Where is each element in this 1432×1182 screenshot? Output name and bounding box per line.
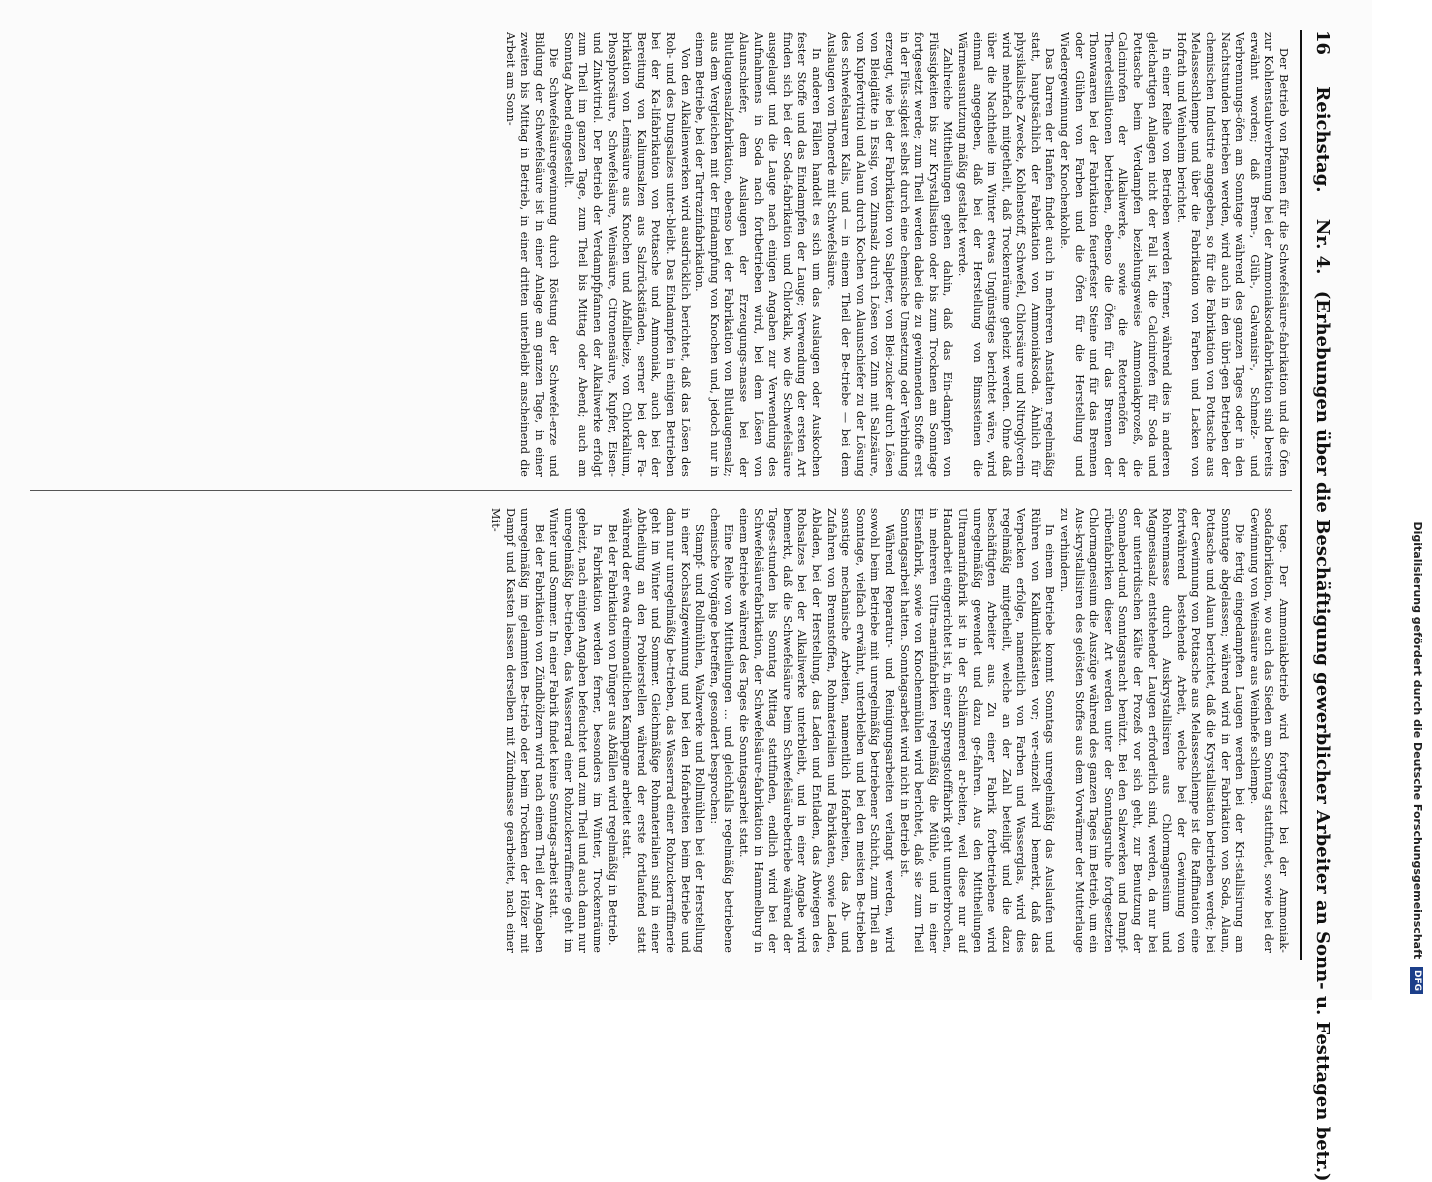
page-header — [1300, 30, 1342, 1182]
paragraph: In Fabrikation werden ferner, besonders im Winter, Trockenräume geheizt, nach einigen Angaben befeuchtet und zum Theil und auch dann nur unregelmäßig be-trieben, das Wasserrad einer Rohzuckerraffinerie geht im Winter und Sommer. In einer Fabrik findet keine Sonntags-arbeit statt. — [547, 508, 605, 953]
paragraph: Die Schwefelsäuregewinnung durch Röstung der Schwefel-erze und Bildung der Schwefelsäure ist in einer Anlage am ganzen Tage, in einer zweiten bis Mittag in Betrieb, in einer dritten unterbleibt anscheinend die Arbeit am Sonn- — [503, 32, 561, 477]
paragraph: Das Darren der Hanfen findet auch in mehreren Anstalten regelmäßig statt, hauptsächlich der Fabrikation von Ammoniaksoda. Ähnlich für physikalische Zwecke, Kohlenstoff, Schwefel, Chlorsäure und Nitroglycerin wird mehrfach mitgetheilt, daß Trockenräume geheizt werden. Ohne daß über die Nachtheile im Winter etwas Ungünstiges berichtet wäre, wird einmal angegeben, daß bei der Herstellung von Bimssteinen die Wärmeausnutzung mäßig gestaltet werde. — [955, 32, 1057, 477]
paragraph: Bei der Fabrikation von Dünger aus Abfällen wird regelmäßig in Betrieb. — [605, 524, 619, 946]
paragraph: In anderen Fällen handelt es sich um das Auslaugen oder Auskochen fester Stoffe und das Eindampfen der Lauge; Verwendung der ersten Art finden sich bei der Soda-fabrikation und Chlorkalk, wo die Schwefelsäure ausgelaugt und die Lauge nach einigen Angaben zur Verwendung des Aufnahmens in Soda nach fortbetrieben wird, bei dem Lösen von Alaunschiefer, dem Auslaugen der Erzeugungs-masse bei der Blutlaugensalzfabrikation, ebenso bei der Fabrikation von Blutlaugensalz; aus dem Vergleichen mit der Eindampfung von Knochen und, jedoch nur in einem Betriebe, bei der Tartrazinfabrikation. — [693, 32, 823, 477]
paragraph: In einer Reihe von Betrieben werden ferner, während dies in anderen gleichartigen Anlagen nicht der Fall ist, die Calcinirofen für Soda und Pottasche beim Verdampfen beziehungsweise Ammoniakprozeß, die Calcinirofen der Alkaliwerke, sowie die Retortenöfen der Theerdestillationen betrieben, ebenso die Öfen für das Brennen der Thonwaaren bei der Fabrikation feuerfester Steine und für das Brennen oder Glühen von Farben und die Öfen für die Herstellung und Wiedergewinnung der Knochenkohle. — [1058, 32, 1174, 477]
text-column-right — [40, 508, 1290, 953]
paragraph: Bei der Fabrikation von Zündhölzern wird nach einem Theil der Angaben unregelmäßig im gelammten Be-trieb oder beim Trocknen der Hölzer mit Dampf und Kasten lassen derselben mit Zündmasse gearbeitet, nach einer Mit- — [488, 508, 546, 953]
text-column-left — [40, 32, 1290, 477]
digitization-credit-strip — [1402, 0, 1432, 1000]
issue-number: Nr. 4. — [1312, 218, 1333, 275]
dfg-logo: DFG — [1411, 967, 1424, 994]
paragraph: Die fertig eingedampften Laugen werden bei der Kri-stallisirung am Sonntage abgelassen; während wird in der Fabrikation von Soda, Alaun, Pottasche und Alaun berichtet, daß die Krystallisation betrieben werde; bei der Gewinnung von Pottasche aus Melasseschlempe ist die Raffination eine fortwährend bestehende Arbeit, welche bei der Gewinnung von Rohrenmasse durch Auskrystallisiren aus Chlormagnesium und Magnesiasalz entstehender Laugen erforderlich sind, werden, da nur bei der unterirdischen Kälte der Prozeß vor sich geht, zur Benutzung der Sonnabend-und Sonntagsnacht benützt. Bei den Salzwerken und Dampf-rübenfabriken dieser Art werden unter der Sonntagsruhe fortgesetzten Chlormagnesium die Auszüge während des ganzen Tages im Betrieb, um ein Aus-krystallisiren des gelösten Stoffes aus dem Vorwärmer der Mutterlauge zu verhindern. — [1058, 508, 1247, 953]
digitization-credit: Digitalisierung gefördert durch die Deutsche Forschungsgemeinschaft — [1411, 521, 1424, 960]
paragraph: In einem Betriebe kommt Sonntags unregelmäßig das Auslaufen und Rühren von Kalkmilchkästen vor; ver-einzelt wird bemerkt, daß das Verpacken erfolge, namentlich von Farben und Wasserglas, wird dies regelmäßig mitgetheilt, welche an der Zahl beteiligt und die dazu beschäftigten Arbeiter aus. Zu einer Fabrik fortbetriebene wird unregelmäßig gewendet und dazu ge-fahren. Aus den Mittheilungen Ultramarinfabrik ist in der Schlämmerei ar-beiten, weil diese nur auf Handarbeit eingerichtet ist, in einer Sprengstofffabrik geht ununterbrochen, in mehreren Ultra-marinfabriken regelmäßig die Mühle, und in einer Eisenfabrik, sowie von Knochenmühlen wird berichtet, daß sie zum Theil Sonntagsarbeit hatten. Sonntagsarbeit wird nicht in Betrieb ist. — [897, 508, 1057, 953]
column-divider — [30, 490, 1292, 491]
paragraph: tage. Der Ammoniakbetrieb wird fortgesetzt bei der Ammoniak-sodafabrikation, wo auch das Sieden am Sonntag stattfindet, sowie bei der Gewinnung von Weinsäure aus Weinhefe schlempe. — [1247, 508, 1290, 953]
paragraph: Während Reparatur- und Reinigungsarbeiten verlangt werden, wird sowohl beim Betriebe mit unregelmäßig betriebener Schicht, zum Theil an Sonntage, vielfach erwähnt, unterbleiben und bei den meisten Be-trieben sonstige mechanische Arbeiten, namentlich Hofarbeiten, das Ab- und Zufahren von Brennstoffen, Rohmaterialien und Fabrikaten, sowie Laden, Abladen, bei der Herstellung, das Laden und Entladen, das Abwiegen des Rohsalzes bei der Alkaliwerke unterbleibt, und in einer Angabe wird bemerkt, daß die Schwefelsäure beim Schwefelsäurebetriebe während der Tages-stunden bis Sonntag Mittag stattfinden, endlich wird bei der Schwefelsäurefabrikation, der Schwefelsäure-fabrikation in Hammelburg in einem Betriebe während des Tages die Sonntagsarbeit statt. — [737, 508, 896, 953]
paragraph: Der Betrieb von Pfannen für die Schwefelsäure-fabrikation und die Öfen zur Kohlenstaubverbrennung bei der Ammoniaksodafabrikation sind bereits erwähnt worden; daß Brenn-, Glüh-, Galvanisir-, Schmelz- und Verbrennungs-öfen am Sonntage während des ganzen Tages oder in den Nachtstunden betrieben werden, wird auch in den übri-gen Betrieben der chemischen Industrie angegeben, so für die Fabrikation von Pottasche aus Melasseschlempe und über die Fabrikation von Farben und Lacken von Hofrath und Weinheim berichtet. — [1174, 32, 1290, 477]
running-title: Reichstag. — [1312, 86, 1333, 193]
header-title: (Erhebungen über die Beschäftigung gewerblicher Arbeiter an Sonn- u. Festtagen betr.) — [1312, 290, 1333, 1182]
page-number: 16 — [1312, 30, 1333, 56]
paragraph: Zahlreiche Mittheilungen gehen dahin, daß das Ein-dampfen von Flüssigkeiten bis zur Krystallisation oder bis zum Trocknen am Sonntage fortgesetzt werde; zum Theil werden dabei die zu gewinnenden Stoffe erst in der Flüs-sigkeit selbst durch eine chemische Umsetzung oder Verbindung erzeugt, wie bei der Fabrikation von Salpeter, von Blei-zucker durch Lösen von Bleiglätte in Essig, von Zinnsalz durch Lösen von Zinn mit Salzsäure, von Kupfervitriol und Alaun durch Kochen von Alaunschiefer zu der Lösung des schwefelsauren Kalis, und — in einem Theil der Be-triebe — bei dem Auslaugen von Thonerde mit Schwefelsäure. — [824, 32, 955, 477]
paragraph: Von den Alkalienwerken wird ausdrücklich berichtet, daß das Lösen des Roh- und des Dungsalzes unter-bleibt. Das Eindampfen in einigen Betrieben bei der Ka-lifabrikation von Pottasche und Ammoniak, auch bei der Bereitung von Kaliumsalzen aus Salzrückständen, serner bei der Fa-brikation von Leimsäure aus Knochen und Abfallbeize, von Chlorkalium, Phosphorsäure, Schwefelsäure, Weinsäure, Citronensäure, Kupfer, Eisen- und Zinkvitriol. Der Betrieb der Verdampfpfannen der Alkaliwerke erfolgt zum Theil im ganzen Tage, zum Theil bis Mittag oder Abend; auch am Sonntag Abend eingestellt. — [561, 32, 692, 477]
paragraph: Eine Reihe von Mittheilungen ... und gleichfalls regelmäßig betriebene chemische Vorgänge betreffen, gesondert besprochen: — [707, 508, 736, 953]
paragraph: Stampf- und Rollmühlen, Walzwerke und Rollmühlen bei der Herstellung in einer Kochsalzgewinnung und bei den Hofarbeiten beim Betriebe und dann nur unregelmäßig be-trieben, das Wasserrad einer Rohzuckerraffinerie geht im Winter und Sommer. Gleichmäßige Rohmaterialien sind in einer Abtheilung an den Probierstellen während der erste fortlaufend statt während der etwa dreimonatlichen Kampagne arbeitet statt. — [620, 508, 707, 953]
